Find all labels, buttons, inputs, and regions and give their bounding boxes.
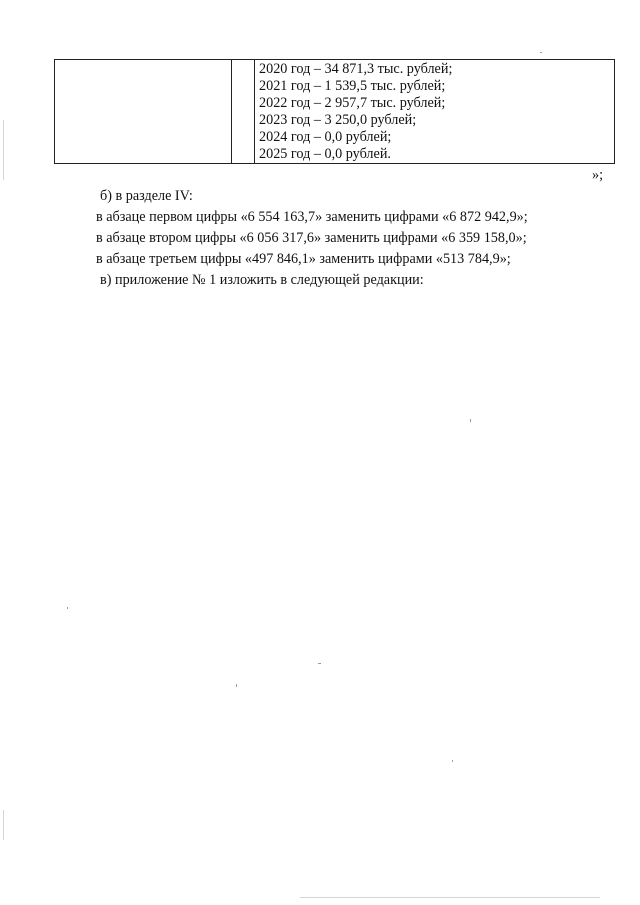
paragraph-third: в абзаце третьем цифры «497 846,1» заменить цифрами «513 784,9»; bbox=[96, 251, 511, 267]
year-line-2025: 2025 год – 0,0 рублей. bbox=[259, 146, 391, 162]
amendment-text bbox=[96, 186, 600, 291]
paragraph-appendix: в) приложение № 1 изложить в следующей редакции: bbox=[100, 272, 424, 288]
year-line-2022: 2022 год – 2 957,7 тыс. рублей; bbox=[259, 95, 446, 111]
table-cell-empty-left bbox=[55, 60, 232, 164]
scan-speck bbox=[67, 607, 68, 609]
scan-speck bbox=[236, 684, 237, 687]
funding-table bbox=[54, 59, 615, 164]
year-line-2021: 2021 год – 1 539,5 тыс. рублей; bbox=[259, 78, 446, 94]
scan-speck bbox=[318, 663, 321, 664]
left-edge-mark bbox=[3, 120, 4, 180]
bottom-edge-mark bbox=[300, 897, 600, 898]
scan-speck bbox=[540, 52, 542, 53]
year-line-2020: 2020 год – 34 871,3 тыс. рублей; bbox=[259, 61, 453, 77]
table-cell-funding-years bbox=[255, 60, 615, 164]
table-row bbox=[55, 60, 615, 164]
paragraph-second: в абзаце втором цифры «6 056 317,6» заменить цифрами «6 359 158,0»; bbox=[96, 230, 527, 246]
table-cell-empty-middle bbox=[232, 60, 255, 164]
scan-speck bbox=[452, 760, 453, 762]
paragraph-first: в абзаце первом цифры «6 554 163,7» заменить цифрами «6 872 942,9»; bbox=[96, 209, 528, 225]
section-heading: б) в разделе IV: bbox=[100, 188, 193, 204]
year-line-2023: 2023 год – 3 250,0 рублей; bbox=[259, 112, 417, 128]
left-edge-mark bbox=[3, 810, 4, 840]
year-line-2024: 2024 год – 0,0 рублей; bbox=[259, 129, 392, 145]
closing-quote: »; bbox=[592, 167, 604, 183]
scan-speck bbox=[470, 419, 471, 422]
